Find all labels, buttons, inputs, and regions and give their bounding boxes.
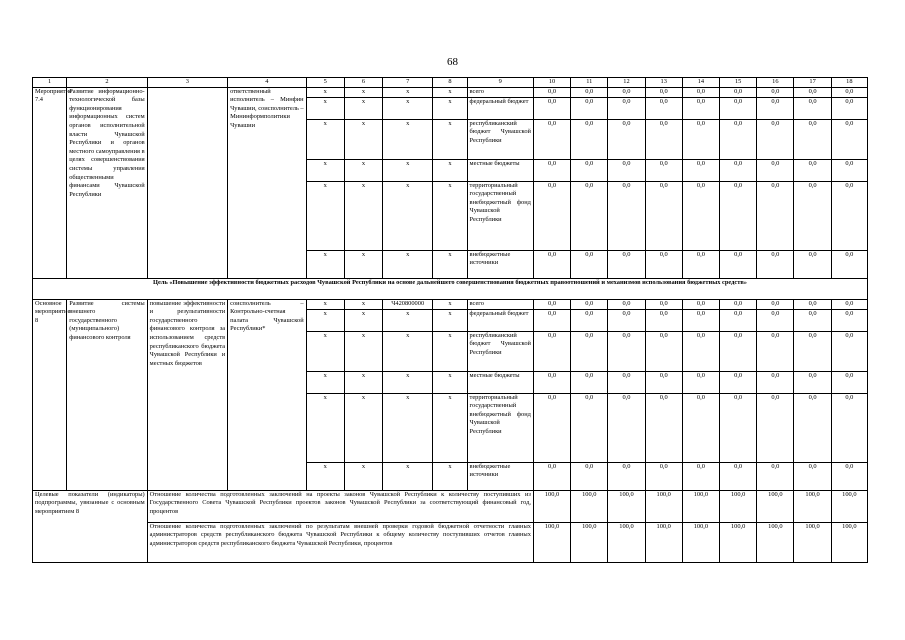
value-cell: 0,0 — [720, 331, 757, 371]
responsible-executor: соисполнитель – Контрольно-счетная палата Чувашской Республики* — [228, 299, 306, 490]
value-cell: 0,0 — [571, 181, 608, 250]
value-cell: 0,0 — [682, 119, 719, 159]
indicator-value: 100,0 — [608, 522, 645, 562]
value-cell: 0,0 — [720, 309, 757, 331]
value-cell: 0,0 — [794, 393, 831, 462]
value-cell: 0,0 — [720, 87, 757, 97]
value-cell: 0,0 — [831, 159, 867, 181]
code-cell: x — [383, 87, 433, 97]
code-cell: x — [306, 97, 344, 119]
indicator-text: Отношение количества подготовленных заключений по результатам внешней проверки годовой бюджетной отчетности главных администраторов средств республиканского бюджета Чувашской Республики к общему количеству поступивших отчетов главных администраторов средств республиканского бюджета Чувашской Республики, процентов — [147, 522, 533, 562]
measure-number: Мероприятие 7.4 — [33, 87, 67, 278]
indicator-value: 100,0 — [794, 490, 831, 522]
value-cell: 0,0 — [533, 299, 570, 309]
value-cell: 0,0 — [645, 181, 682, 250]
code-cell: x — [306, 393, 344, 462]
value-cell: 0,0 — [645, 331, 682, 371]
value-cell: 0,0 — [831, 87, 867, 97]
value-cell: 0,0 — [757, 309, 794, 331]
header-cell: 12 — [608, 78, 645, 88]
header-cell: 1 — [33, 78, 67, 88]
value-cell: 0,0 — [533, 87, 570, 97]
code-cell: x — [433, 87, 467, 97]
code-cell: x — [344, 181, 382, 250]
code-cell: x — [383, 462, 433, 490]
table-row — [33, 299, 868, 309]
funding-source: всего — [467, 87, 533, 97]
value-cell: 0,0 — [794, 181, 831, 250]
value-cell: 0,0 — [720, 181, 757, 250]
value-cell: 0,0 — [571, 393, 608, 462]
value-cell: 0,0 — [533, 393, 570, 462]
indicator-value: 100,0 — [757, 490, 794, 522]
funding-source: всего — [467, 299, 533, 309]
code-cell: x — [344, 393, 382, 462]
code-cell: x — [344, 87, 382, 97]
value-cell: 0,0 — [645, 87, 682, 97]
goal-text: Цель «Повышение эффективности бюджетных расходов Чувашской Республики на основе дальнейшего совершенствования бюджетных правоотношений и механизмов использования бюджетных средств» — [33, 278, 868, 299]
value-cell: 0,0 — [831, 331, 867, 371]
measure-name: Развитие информационно-технологической базы функционирования информационных систем органов исполнительной власти Чувашской Республики и органов местного самоуправления в целях совершенствования системы управления общественными финансами Чувашской Республики — [67, 87, 147, 278]
funding-source: федеральный бюджет — [467, 97, 533, 119]
code-cell: x — [433, 371, 467, 393]
value-cell: 0,0 — [831, 309, 867, 331]
value-cell: 0,0 — [645, 371, 682, 393]
code-cell: x — [344, 331, 382, 371]
code-cell: x — [433, 181, 467, 250]
code-cell: x — [344, 250, 382, 278]
header-cell: 9 — [467, 78, 533, 88]
value-cell: 0,0 — [720, 299, 757, 309]
code-cell: x — [344, 309, 382, 331]
value-cell: 0,0 — [720, 159, 757, 181]
value-cell: 0,0 — [571, 299, 608, 309]
value-cell: 0,0 — [645, 119, 682, 159]
header-row — [33, 78, 868, 88]
value-cell: 0,0 — [794, 159, 831, 181]
code-cell: x — [383, 250, 433, 278]
value-cell: 0,0 — [533, 371, 570, 393]
header-cell: 18 — [831, 78, 867, 88]
header-cell: 8 — [433, 78, 467, 88]
value-cell: 0,0 — [682, 393, 719, 462]
indicator-value: 100,0 — [757, 522, 794, 562]
code-cell: x — [344, 299, 382, 309]
value-cell: 0,0 — [571, 331, 608, 371]
value-cell: 0,0 — [757, 119, 794, 159]
value-cell: 0,0 — [571, 87, 608, 97]
header-cell: 10 — [533, 78, 570, 88]
value-cell: 0,0 — [682, 331, 719, 371]
header-cell: 7 — [383, 78, 433, 88]
indicator-value: 100,0 — [831, 490, 867, 522]
value-cell: 0,0 — [757, 87, 794, 97]
indicator-value: 100,0 — [645, 490, 682, 522]
value-cell: 0,0 — [571, 309, 608, 331]
value-cell: 0,0 — [645, 462, 682, 490]
code-cell: x — [433, 299, 467, 309]
indicator-value: 100,0 — [794, 522, 831, 562]
value-cell: 0,0 — [645, 299, 682, 309]
code-cell: x — [344, 119, 382, 159]
code-cell: x — [344, 97, 382, 119]
value-cell: 0,0 — [831, 299, 867, 309]
code-cell: x — [383, 119, 433, 159]
code-cell: x — [306, 299, 344, 309]
page-number: 68 — [447, 56, 458, 68]
value-cell: 0,0 — [533, 181, 570, 250]
funding-source: внебюджетные источники — [467, 250, 533, 278]
code-cell: x — [344, 371, 382, 393]
value-cell: 0,0 — [794, 331, 831, 371]
code-cell: x — [383, 181, 433, 250]
value-cell: 0,0 — [682, 250, 719, 278]
value-cell: 0,0 — [533, 309, 570, 331]
value-cell: 0,0 — [571, 250, 608, 278]
funding-source: территориальный государственный внебюджетный фонд Чувашской Республики — [467, 181, 533, 250]
value-cell: 0,0 — [682, 309, 719, 331]
code-cell: x — [433, 331, 467, 371]
code-cell: x — [344, 159, 382, 181]
value-cell: 0,0 — [720, 250, 757, 278]
code-cell: x — [306, 119, 344, 159]
value-cell: 0,0 — [608, 371, 645, 393]
responsible-executor: ответственный исполнитель – Минфин Чувашии, соисполнитель – Мининформполитики Чувашии — [228, 87, 306, 278]
value-cell: 0,0 — [794, 97, 831, 119]
value-cell: 0,0 — [794, 371, 831, 393]
indicator-value: 100,0 — [533, 522, 570, 562]
value-cell: 0,0 — [682, 462, 719, 490]
value-cell: 0,0 — [831, 393, 867, 462]
value-cell: 0,0 — [757, 97, 794, 119]
code-cell: x — [433, 393, 467, 462]
value-cell: 0,0 — [831, 119, 867, 159]
value-cell: 0,0 — [682, 97, 719, 119]
value-cell: 0,0 — [608, 462, 645, 490]
value-cell: 0,0 — [720, 462, 757, 490]
funding-source: федеральный бюджет — [467, 309, 533, 331]
value-cell: 0,0 — [645, 393, 682, 462]
funding-source: местные бюджеты — [467, 371, 533, 393]
code-cell: x — [383, 97, 433, 119]
value-cell: 0,0 — [831, 371, 867, 393]
value-cell: 0,0 — [533, 331, 570, 371]
value-cell: 0,0 — [608, 181, 645, 250]
code-cell: x — [306, 462, 344, 490]
code-cell: x — [433, 119, 467, 159]
code-cell: x — [433, 97, 467, 119]
value-cell: 0,0 — [608, 331, 645, 371]
value-cell: 0,0 — [608, 97, 645, 119]
indicator-value: 100,0 — [682, 522, 719, 562]
code-cell: x — [306, 309, 344, 331]
value-cell: 0,0 — [645, 309, 682, 331]
value-cell: 0,0 — [533, 462, 570, 490]
value-cell: 0,0 — [608, 119, 645, 159]
value-cell: 0,0 — [571, 119, 608, 159]
value-cell: 0,0 — [757, 393, 794, 462]
value-cell: 0,0 — [608, 309, 645, 331]
code-cell: x — [306, 331, 344, 371]
expected-result — [147, 87, 227, 278]
funding-source: республиканский бюджет Чувашской Республики — [467, 331, 533, 371]
value-cell: 0,0 — [608, 250, 645, 278]
header-cell: 13 — [645, 78, 682, 88]
indicator-value: 100,0 — [571, 522, 608, 562]
value-cell: 0,0 — [794, 119, 831, 159]
value-cell: 0,0 — [757, 462, 794, 490]
code-cell: x — [383, 309, 433, 331]
indicator-value: 100,0 — [645, 522, 682, 562]
indicator-value: 100,0 — [533, 490, 570, 522]
value-cell: 0,0 — [794, 250, 831, 278]
value-cell: 0,0 — [720, 97, 757, 119]
value-cell: 0,0 — [608, 299, 645, 309]
value-cell: 0,0 — [645, 97, 682, 119]
header-cell: 3 — [147, 78, 227, 88]
value-cell: 0,0 — [757, 159, 794, 181]
code-cell: x — [433, 250, 467, 278]
code-cell: x — [433, 309, 467, 331]
value-cell: 0,0 — [757, 331, 794, 371]
code-cell: Ч420800000 — [383, 299, 433, 309]
code-cell: x — [306, 371, 344, 393]
value-cell: 0,0 — [608, 393, 645, 462]
value-cell: 0,0 — [831, 462, 867, 490]
code-cell: x — [383, 393, 433, 462]
funding-source: местные бюджеты — [467, 159, 533, 181]
indicator-value: 100,0 — [831, 522, 867, 562]
header-cell: 14 — [682, 78, 719, 88]
indicator-value: 100,0 — [608, 490, 645, 522]
code-cell: x — [383, 371, 433, 393]
code-cell: x — [306, 250, 344, 278]
code-cell: x — [306, 159, 344, 181]
header-cell: 4 — [228, 78, 306, 88]
value-cell: 0,0 — [533, 97, 570, 119]
indicator-value: 100,0 — [720, 490, 757, 522]
indicator-row — [33, 490, 868, 522]
value-cell: 0,0 — [794, 462, 831, 490]
value-cell: 0,0 — [720, 371, 757, 393]
code-cell: x — [433, 462, 467, 490]
value-cell: 0,0 — [757, 181, 794, 250]
header-cell: 5 — [306, 78, 344, 88]
value-cell: 0,0 — [533, 119, 570, 159]
header-cell: 17 — [794, 78, 831, 88]
value-cell: 0,0 — [533, 250, 570, 278]
indicator-value: 100,0 — [720, 522, 757, 562]
value-cell: 0,0 — [831, 181, 867, 250]
value-cell: 0,0 — [571, 371, 608, 393]
header-cell: 6 — [344, 78, 382, 88]
value-cell: 0,0 — [608, 87, 645, 97]
goal-row — [33, 278, 868, 299]
measure-name: Развитие системы внешнего государственного (муниципального) финансового контроля — [67, 299, 147, 490]
expected-result: повышение эффективности и результативности государственного финансового контроля за использованием средств республиканского бюджета Чувашской Республики и местных бюджетов — [147, 299, 227, 490]
measure-number: Основное мероприятие 8 — [33, 299, 67, 490]
value-cell: 0,0 — [831, 250, 867, 278]
code-cell: x — [306, 87, 344, 97]
value-cell: 0,0 — [831, 97, 867, 119]
header-cell: 11 — [571, 78, 608, 88]
indicator-value: 100,0 — [682, 490, 719, 522]
funding-source: территориальный государственный внебюджетный фонд Чувашской Республики — [467, 393, 533, 462]
header-cell: 2 — [67, 78, 147, 88]
value-cell: 0,0 — [682, 181, 719, 250]
code-cell: x — [306, 181, 344, 250]
indicator-value: 100,0 — [571, 490, 608, 522]
header-cell: 16 — [757, 78, 794, 88]
table-row — [33, 87, 868, 97]
value-cell: 0,0 — [533, 159, 570, 181]
indicators-label: Целевые показатели (индикаторы) подпрограммы, увязанные с основным мероприятием 8 — [33, 490, 148, 562]
value-cell: 0,0 — [571, 97, 608, 119]
funding-source: республиканский бюджет Чувашской Республики — [467, 119, 533, 159]
code-cell: x — [383, 331, 433, 371]
value-cell: 0,0 — [571, 159, 608, 181]
header-cell: 15 — [720, 78, 757, 88]
code-cell: x — [383, 159, 433, 181]
value-cell: 0,0 — [571, 462, 608, 490]
value-cell: 0,0 — [682, 87, 719, 97]
funding-source: внебюджетные источники — [467, 462, 533, 490]
value-cell: 0,0 — [682, 371, 719, 393]
value-cell: 0,0 — [608, 159, 645, 181]
code-cell: x — [344, 462, 382, 490]
value-cell: 0,0 — [757, 371, 794, 393]
value-cell: 0,0 — [645, 250, 682, 278]
value-cell: 0,0 — [720, 393, 757, 462]
value-cell: 0,0 — [794, 87, 831, 97]
value-cell: 0,0 — [682, 299, 719, 309]
value-cell: 0,0 — [720, 119, 757, 159]
value-cell: 0,0 — [794, 309, 831, 331]
value-cell: 0,0 — [682, 159, 719, 181]
indicator-text: Отношение количества подготовленных заключений на проекты законов Чувашской Республики к количеству поступивших из Государственного Совета Чувашской Республики проектов законов Чувашской Республики за соответствующий финансовый год, процентов — [147, 490, 533, 522]
budget-table — [32, 77, 868, 563]
value-cell: 0,0 — [645, 159, 682, 181]
value-cell: 0,0 — [757, 250, 794, 278]
value-cell: 0,0 — [757, 299, 794, 309]
code-cell: x — [433, 159, 467, 181]
indicator-row — [33, 522, 868, 562]
value-cell: 0,0 — [794, 299, 831, 309]
